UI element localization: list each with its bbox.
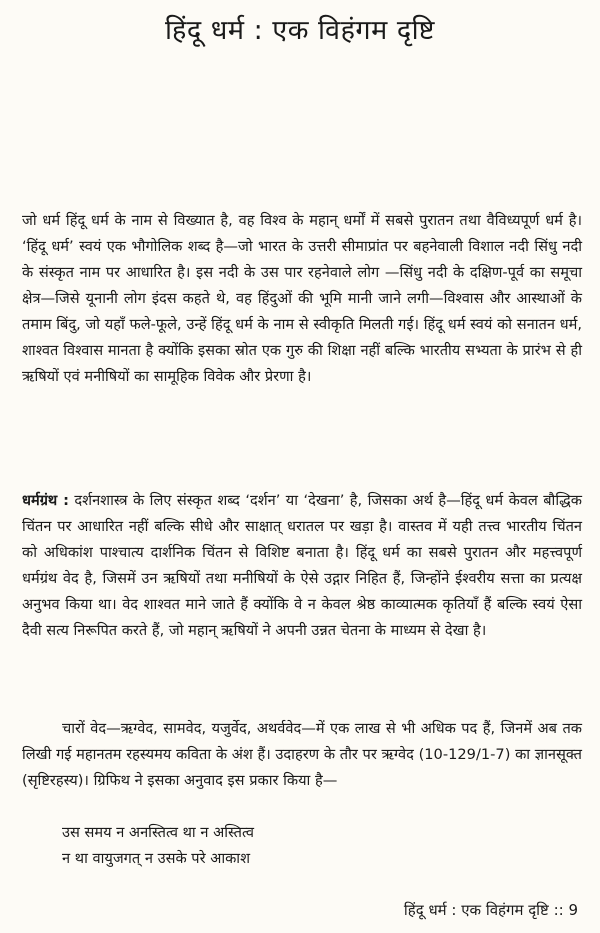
- paragraph-intro: जो धर्म हिंदू धर्म के नाम से विख्यात है, वह विश्व के महान् धर्मों में सबसे पुरातन तथा वैविध्यपूर्ण धर्म है। ‘हिंदू धर्म’ स्वयं एक भौगोलिक शब्द है—जो भारत के उत्तरी सीमाप्रांत पर बहनेवाली विशाल नदी सिंधु नदी के संस्कृत नाम पर आधारित है। इस नदी के उस पार रहनेवाले लोग —सिंधु नदी के दक्षिण-पूर्व का समूचा क्षेत्र—जिसे यूनानी लोग इंदस कहते थे, वह हिंदुओं की भूमि मानी जाने लगी—विश्वास और आस्थाओं के तमाम बिंदु, जो यहाँ फले-फूले, उन्हें हिंदू धर्म के नाम से स्वीकृति मिलती गई। हिंदू धर्म स्वयं को सनातन धर्म, शाश्वत विश्वास मानता है क्योंकि इसका स्रोत एक गुरु की शिक्षा नहीं बल्कि भारतीय सभ्यता के प्रारंभ से ही ऋषियों एवं मनीषियों का सामूहिक विवेक और प्रेरणा है।: [22, 212, 582, 385]
- verse-line: न था वायुजगत् न उसके परे आकाश: [62, 850, 251, 867]
- paragraph-vedas: चारों वेद—ऋग्वेद, सामवेद, यजुर्वेद, अथर्ववेद—में एक लाख से भी अधिक पद हैं, जिनमें अब तक लिखी गई महानतम रहस्यमय कविता के अंश हैं। उदाहरण के तौर पर ऋग्वेद (10-129/1-7) का ज्ञानसूक्त (सृष्टिरहस्य)। ग्रिफिथ ने इसका अनुवाद इस प्रकार किया है—: [22, 720, 582, 789]
- verse-block: [62, 820, 254, 872]
- page-footer: हिंदू धर्म : एक विहंगम दृष्टि :: 9: [403, 901, 578, 919]
- verse-line: उस समय न अनस्तित्व था न अस्तित्व: [62, 824, 254, 841]
- paragraph-scriptures: [22, 488, 582, 644]
- page-title: हिंदू धर्म : एक विहंगम दृष्टि: [165, 15, 435, 46]
- scriptures-heading: धर्मग्रंथ :: [22, 492, 69, 509]
- scriptures-text: दर्शनशास्त्र के लिए संस्कृत शब्द ‘दर्शन’ या ‘देखना’ है, जिसका अर्थ है—हिंदू धर्म केवल बौद्धिक चिंतन पर आधारित नहीं बल्कि सीधे और साक्षात् धरातल पर खड़ा है। वास्तव में यही तत्त्व भारतीय चिंतन को अधिकांश पाश्चात्य दार्शनिक चिंतन से विशिष्ट बनाता है। हिंदू धर्म का सबसे पुरातन और महत्त्वपूर्ण धर्मग्रंथ वेद है, जिसमें उन ऋषियों तथा मनीषियों के ऐसे उद्गार निहित हैं, जिन्होंने ईश्वरीय सत्ता का प्रत्यक्ष अनुभव किया था। वेद शाश्वत माने जाते हैं क्योंकि वे न केवल श्रेष्ठ काव्यात्मक कृतियाँ हैं बल्कि स्वयं ऐसा दैवी सत्य निरूपित करते हैं, जो महान् ऋषियों ने अपनी उन्नत चेतना के माध्यम से देखा है।: [22, 492, 582, 639]
